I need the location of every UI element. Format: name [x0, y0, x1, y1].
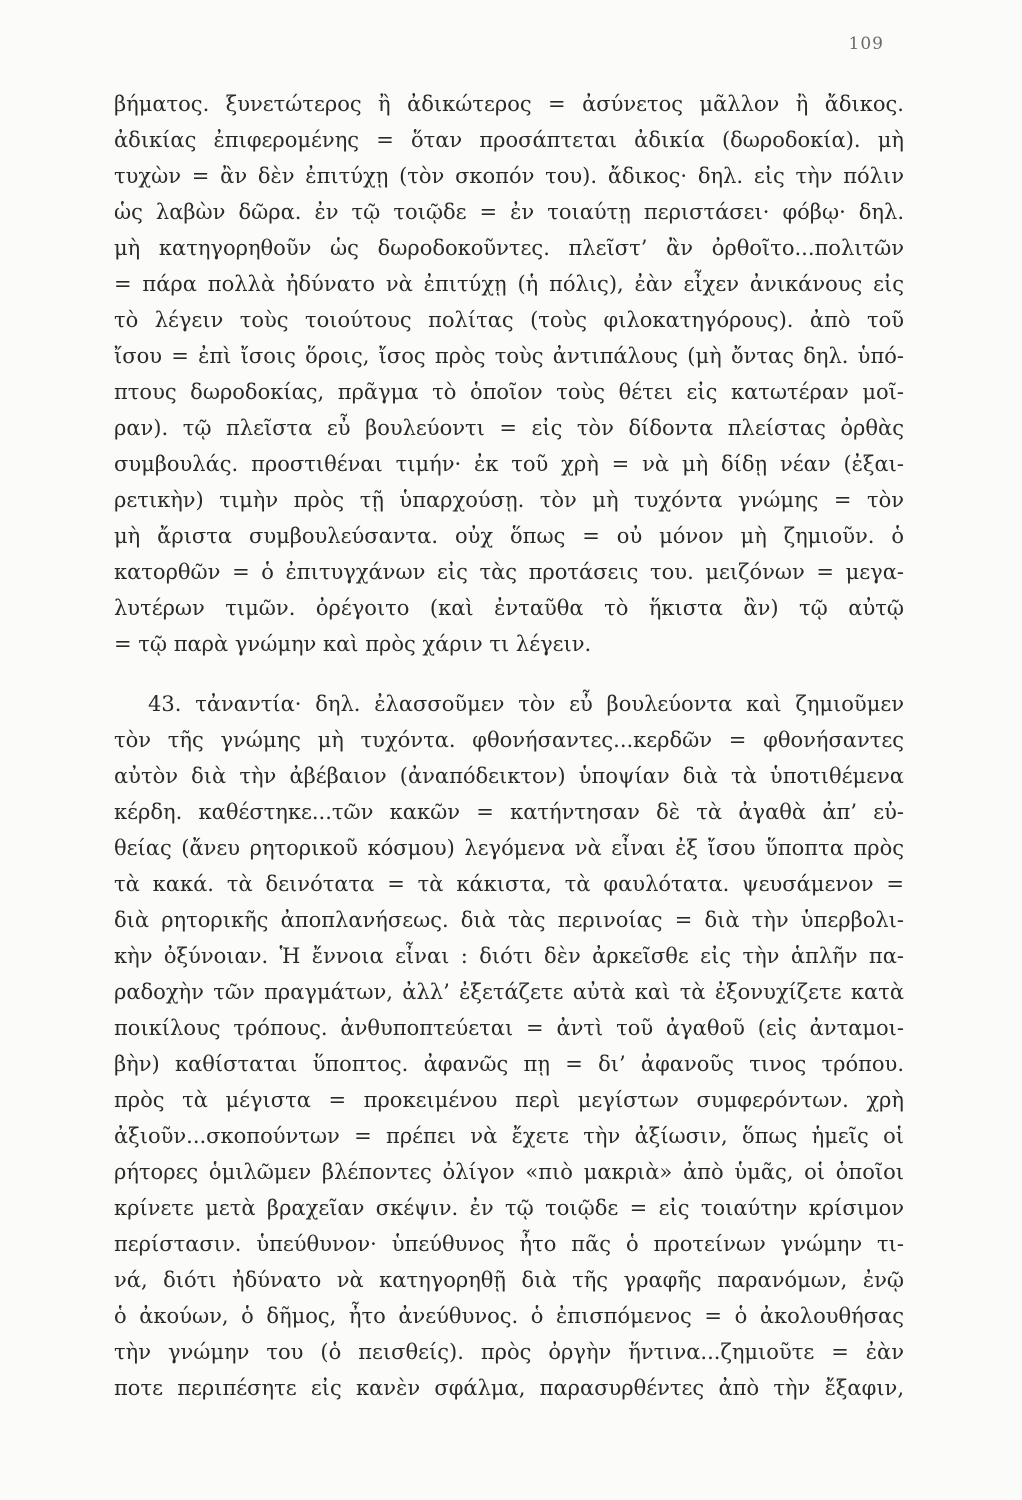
commentary-paragraph-1: [114, 86, 904, 662]
text-line: ποτε περιπέσητε εἰς κανὲν σφάλμα, παρασυρθέντες ἀπὸ τὴν ἔξαφιν,: [114, 1376, 904, 1400]
text-line: βὴν) καθίσταται ὕποπτος. ἀφανῶς πῃ = δι’ ἀφανοῦς τινος τρόπου.: [114, 1052, 904, 1076]
commentary-paragraph-43: [114, 686, 904, 1406]
text-line: διὰ ρητορικῆς ἀποπλανήσεως. διὰ τὰς περινοίας = διὰ τὴν ὑπερβολι-: [114, 908, 904, 932]
text-line: μὴ κατηγορηθοῦν ὡς δωροδοκοῦντες. πλεῖστ’ ἂν ὀρθοῖτο...πολιτῶν: [114, 236, 904, 260]
text-line: πρὸς τὰ μέγιστα = προκειμένου περὶ μεγίστων συμφερόντων. χρὴ: [114, 1088, 904, 1112]
text-line: τυχὼν = ἂν δὲν ἐπιτύχῃ (τὸν σκοπόν του). ἄδικος· δηλ. εἰς τὴν πόλιν: [114, 164, 904, 188]
text-line: κὴν ὀξύνοιαν. Ἡ ἔννοια εἶναι : διότι δὲν ἀρκεῖσθε εἰς τὴν ἁπλῆν πα-: [114, 944, 904, 968]
text-line: βήματος. ξυνετώτερος ἢ ἀδικώτερος = ἀσύνετος μᾶλλον ἢ ἄδικος.: [114, 92, 904, 116]
text-line: ὡς λαβὼν δῶρα. ἐν τῷ τοιῷδε = ἐν τοιαύτῃ περιστάσει· φόβῳ· δηλ.: [114, 200, 904, 224]
text-line: ραν). τῷ πλεῖστα εὖ βουλεύοντι = εἰς τὸν δίδοντα πλείστας ὀρθὰς: [114, 416, 904, 440]
text-line: τὸ λέγειν τοὺς τοιούτους πολίτας (τοὺς φιλοκατηγόρους). ἀπὸ τοῦ: [114, 308, 904, 332]
page-number: 109: [848, 34, 884, 54]
text-line: θείας (ἄνευ ρητορικοῦ κόσμου) λεγόμενα νὰ εἶναι ἐξ ἴσου ὕποπτα πρὸς: [114, 836, 904, 860]
text-line: = τῷ παρὰ γνώμην καὶ πρὸς χάριν τι λέγειν.: [114, 632, 592, 656]
text-line: ὁ ἀκούων, ὁ δῆμος, ἦτο ἀνεύθυνος. ὁ ἐπισπόμενος = ὁ ἀκολουθήσας: [114, 1304, 904, 1328]
text-line: ἀδικίας ἐπιφερομένης = ὅταν προσάπτεται ἀδικία (δωροδοκία). μὴ: [114, 128, 904, 152]
text-line: τὸν τῆς γνώμης μὴ τυχόντα. φθονήσαντες...κερδῶν = φθονήσαντες: [114, 728, 904, 752]
text-line: ραδοχὴν τῶν πραγμάτων, ἀλλ’ ἐξετάζετε αὐτὰ καὶ τὰ ἐξονυχίζετε κατὰ: [114, 980, 904, 1004]
text-line: κατορθῶν = ὁ ἐπιτυγχάνων εἰς τὰς προτάσεις του. μειζόνων = μεγα-: [114, 560, 904, 584]
text-line: κέρδη. καθέστηκε...τῶν κακῶν = κατήντησαν δὲ τὰ ἀγαθὰ ἀπ’ εὐ-: [114, 800, 904, 824]
text-line: αὐτὸν διὰ τὴν ἀβέβαιον (ἀναπόδεικτον) ὑποψίαν διὰ τὰ ὑποτιθέμενα: [114, 764, 904, 788]
text-line: τὴν γνώμην του (ὁ πεισθείς). πρὸς ὀργὴν ἥντινα...ζημιοῦτε = ἐὰν: [114, 1340, 904, 1364]
text-line: ποικίλους τρόπους. ἀνθυποπτεύεται = ἀντὶ τοῦ ἀγαθοῦ (εἰς ἀνταμοι-: [114, 1016, 904, 1040]
text-line: τὰ κακά. τὰ δεινότατα = τὰ κάκιστα, τὰ φαυλότατα. ψευσάμενον =: [114, 872, 904, 896]
text-line: ρετικὴν) τιμὴν πρὸς τῇ ὑπαρχούσῃ. τὸν μὴ τυχόντα γνώμης = τὸν: [114, 488, 904, 512]
text-line: ἀξιοῦν...σκοπούντων = πρέπει νὰ ἔχετε τὴν ἀξίωσιν, ὅπως ἡμεῖς οἱ: [114, 1124, 904, 1148]
text-line: λυτέρων τιμῶν. ὀρέγοιτο (καὶ ἐνταῦθα τὸ ἥκιστα ἂν) τῷ αὐτῷ: [114, 596, 904, 620]
text-line: κρίνετε μετὰ βραχεῖαν σκέψιν. ἐν τῷ τοιῷδε = εἰς τοιαύτην κρίσιμον: [114, 1196, 904, 1220]
text-line: 43. τἀναντία· δηλ. ἐλασσοῦμεν τὸν εὖ βουλεύοντα καὶ ζημιοῦμεν: [148, 692, 904, 716]
text-line: συμβουλάς. προστιθέναι τιμήν· ἐκ τοῦ χρὴ = νὰ μὴ δίδῃ νέαν (ἐξαι-: [114, 452, 904, 476]
text-line: νά, διότι ἠδύνατο νὰ κατηγορηθῇ διὰ τῆς γραφῆς παρανόμων, ἐνῷ: [114, 1268, 904, 1292]
text-line: περίστασιν. ὑπεύθυνον· ὑπεύθυνος ἦτο πᾶς ὁ προτείνων γνώμην τι-: [114, 1232, 904, 1256]
text-line: πτους δωροδοκίας, πρᾶγμα τὸ ὁποῖον τοὺς θέτει εἰς κατωτέραν μοῖ-: [114, 380, 904, 404]
text-line: μὴ ἄριστα συμβουλεύσαντα. οὐχ ὅπως = οὐ μόνον μὴ ζημιοῦν. ὁ: [114, 524, 904, 548]
text-line: ρήτορες ὁμιλῶμεν βλέποντες ὀλίγον «πιὸ μακριὰ» ἀπὸ ὑμᾶς, οἱ ὁποῖοι: [114, 1160, 904, 1184]
text-line: = πάρα πολλὰ ἠδύνατο νὰ ἐπιτύχῃ (ἡ πόλις), ἐὰν εἶχεν ἀνικάνους εἰς: [114, 272, 904, 296]
text-line: ἴσου = ἐπὶ ἴσοις ὅροις, ἴσος πρὸς τοὺς ἀντιπάλους (μὴ ὄντας δηλ. ὑπό-: [114, 344, 904, 368]
